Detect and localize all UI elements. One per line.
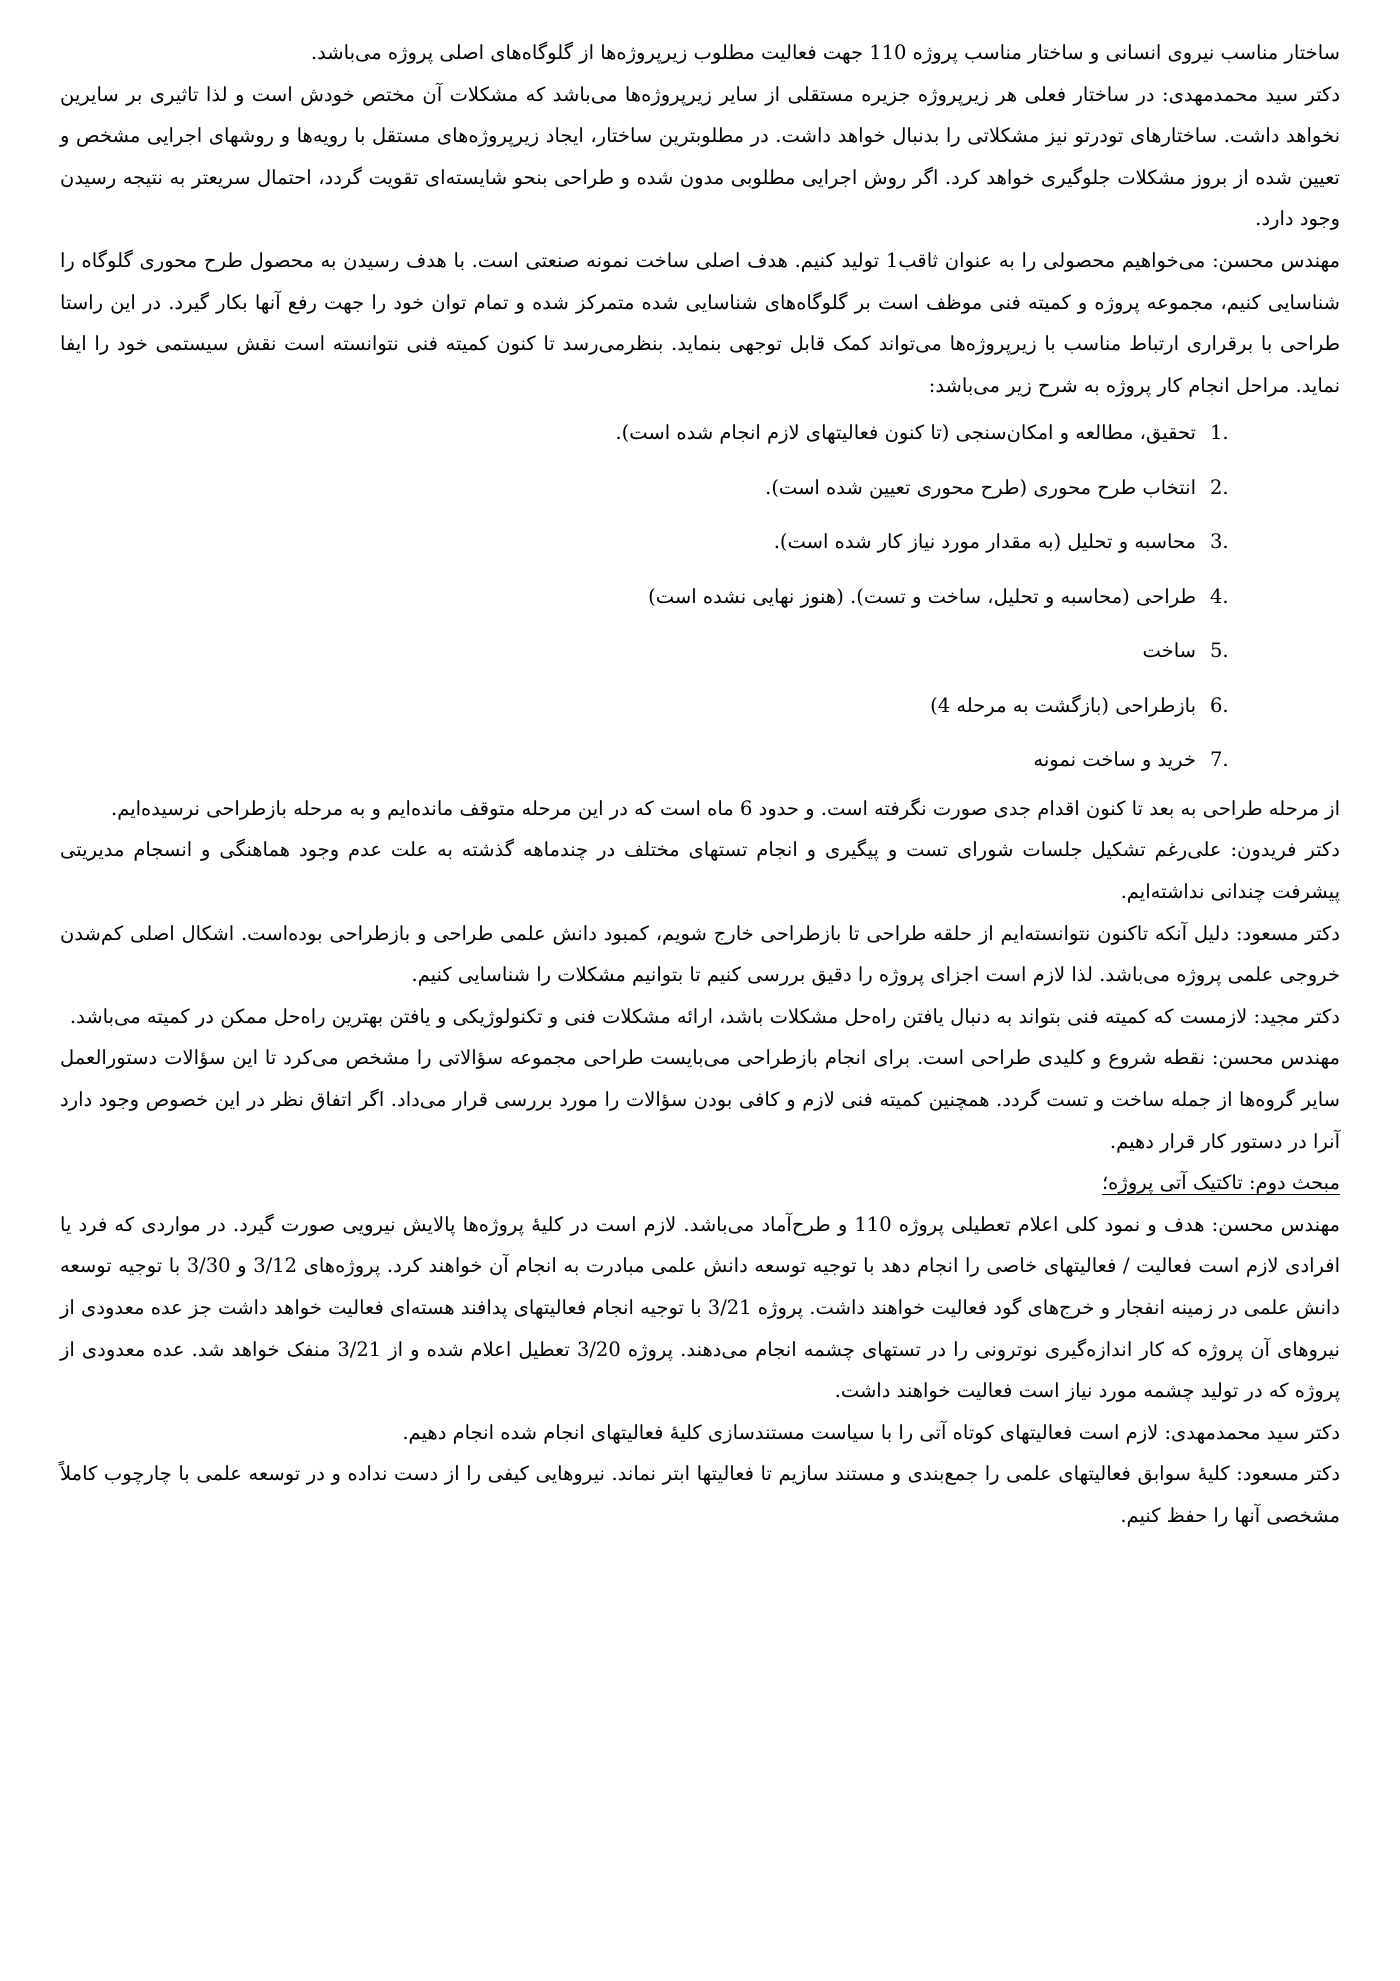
paragraph: دکتر مجید: لازمست که کمیته فنی بتواند به دنبال یافتن راه‌حل مشکلات باشد، ارائه مشکلات فنی و تکنولوژیکی و یافتن بهترین راه‌حل ممکن در کمیته می‌باشد.: [69, 1004, 1340, 1028]
section-heading-text: مبحث دوم: تاکتیک آتی پروژه؛: [1101, 1171, 1340, 1195]
step-number: 7.: [1210, 748, 1229, 772]
paragraph: دکتر سید محمدمهدی: در ساختار فعلی هر زیرپروژه جزیره مستقلی از سایر زیرپروژه‌ها می‌باشد که مشکلات آن مختص خودش است و لذا تاثیری بر سایرین نخواهد داشت. ساختارهای تودرتو نیز مشکلاتی را بدنبال خواهد داشت. در مطلوبترین ساختار، ایجاد زیرپروژه‌های مستقل با رویه‌ها و روشهای اجرایی مشخص و تعیین شده از بروز مشکلات جلوگیری خواهد کرد. اگر روش اجرایی مطلوبی مدون شده و طراحی بنحو شایسته‌ای تقویت گردد، احتمال سریعتر به نتیجه رسیدن وجود دارد.: [60, 82, 1340, 231]
step-text: محاسبه و تحلیل (به مقدار مورد نیاز کار شده است).: [773, 530, 1196, 554]
step-number: 3.: [1210, 530, 1229, 554]
paragraph: دکتر سید محمدمهدی: لازم است فعالیتهای کوتاه آتی را با سیاست مستندسازی کلیهٔ فعالیتهای انجام شده انجام دهیم.: [402, 1420, 1340, 1444]
paragraph: مهندس محسن: می‌خواهیم محصولی را به عنوان ثاقب1 تولید کنیم. هدف اصلی ساخت نمونه صنعتی است. با هدف رسیدن به محصول طرح محوری گلوگاه را شناسایی کنیم، مجموعه پروژه و کمیته فنی موظف است بر گلوگاه‌های شناسایی شده متمرکز شده و تمام توان خود را جهت رفع آنها بکار گیرد. در این راستا طراحی با برقراری ارتباط مناسب با زیرپروژه‌ها می‌تواند کمک قابل توجهی بنماید. بنظرمی‌رسد تا کنون کمیته فنی نتوانسته است نقش سیستمی خود را ایفا نماید. مراحل انجام کار پروژه به شرح زیر می‌باشد:: [60, 248, 1340, 397]
list-item: [60, 570, 1240, 625]
list-item: [60, 406, 1240, 461]
step-text: طراحی (محاسبه و تحلیل، ساخت و تست). (هنوز نهایی نشده است): [648, 584, 1196, 608]
paragraph: ساختار مناسب نیروی انسانی و ساختار مناسب پروژه 110 جهت فعالیت مطلوب زیرپروژه‌ها از گلوگاه‌های اصلی پروژه می‌باشد.: [310, 41, 1340, 64]
step-text: ساخت: [1142, 639, 1196, 663]
step-number: 5.: [1210, 639, 1229, 663]
paragraph: مهندس محسن: نقطه شروع و کلیدی طراحی است. برای انجام بازطراحی می‌بایست طراحی مجموعه سؤالاتی را مشخص می‌کرد تا این سؤالات دستورالعمل سایر گروه‌ها از جمله ساخت و تست گردد. همچنین کمیته فنی لازم و کافی بودن سؤالات را مورد بررسی قرار می‌داد. اگر اتفاق نظر در این خصوص وجود دارد آنرا در دستور کار قرار دهیم.: [60, 1046, 1340, 1153]
step-number: 1.: [1210, 421, 1229, 445]
list-item: [60, 515, 1240, 570]
step-number: 4.: [1210, 584, 1229, 608]
list-item: [60, 461, 1240, 516]
step-text: انتخاب طرح محوری (طرح محوری تعیین شده است).: [765, 475, 1196, 499]
list-item: [60, 733, 1240, 788]
paragraph: مهندس محسن: هدف و نمود کلی اعلام تعطیلی پروژه 110 و طرح‌آماد می‌باشد. لازم است در کلیهٔ پروژه‌ها پالایش نیرویی صورت گیرد. در مواردی که فرد یا افرادی لازم است فعالیت / فعالیتهای خاصی را انجام دهد با توجیه توسعه دانش علمی مبادرت به انجام آن خواهند کرد. پروژه‌های 3/12 و 3/30 با توجیه توسعه دانش علمی در زمینه انفجار و خرج‌های گود فعالیت خواهند داشت. پروژه 3/21 با توجیه انجام فعالیتهای پدافند هسته‌ای فعالیت خواهد داشت جز عده معدودی از نیروهای آن پروژه که کار اندازه‌گیری نوترونی را در تستهای چشمه انجام می‌دهند. پروژه 3/20 تعطیل اعلام شده و از 3/21 منفک خواهد شد. عده معدودی از پروژه که در تولید چشمه مورد نیاز است فعالیت خواهند داشت.: [60, 1212, 1340, 1403]
paragraph: دکتر مسعود: دلیل آنکه تاکنون نتوانسته‌ایم از حلقه طراحی تا بازطراحی خارج شویم، کمبود دانش علمی طراحی و بازطراحی بوده‌است. اشکال اصلی کم‌شدن خروجی علمی پروژه می‌باشد. لذا لازم است اجزای پروژه را دقیق بررسی کنیم تا بتوانیم مشکلات را شناسایی کنیم.: [60, 921, 1340, 987]
section-heading: [60, 1162, 1340, 1204]
list-item: [60, 624, 1240, 679]
list-item: [60, 679, 1240, 734]
step-number: 2.: [1210, 475, 1229, 499]
paragraph: دکتر فریدون: علی‌رغم تشکیل جلسات شورای تست و پیگیری و انجام تستهای مختلف در چندماهه گذشته به علت عدم وجود هماهنگی و انسجام مدیریتی پیشرفت چندانی نداشته‌ایم.: [60, 838, 1340, 904]
project-steps-list: [60, 406, 1340, 788]
step-text: خرید و ساخت نمونه: [1033, 748, 1196, 772]
step-number: 6.: [1210, 693, 1229, 717]
paragraph: از مرحله طراحی به بعد تا کنون اقدام جدی صورت نگرفته است. و حدود 6 ماه است که در این مرحله متوقف مانده‌ایم و به مرحله بازطراحی نرسیده‌ایم.: [111, 796, 1340, 820]
step-text: تحقیق، مطالعه و امکان‌سنجی (تا کنون فعالیتهای لازم انجام شده است).: [615, 421, 1196, 445]
paragraph: دکتر مسعود: کلیهٔ سوابق فعالیتهای علمی را جمع‌بندی و مستند سازیم تا فعالیتها ابتر نماند. نیروهایی کیفی را از دست نداده و در توسعه علمی با چارچوب کاملاً مشخصی آنها را حفظ کنیم.: [60, 1462, 1340, 1527]
step-text: بازطراحی (بازگشت به مرحله 4): [930, 693, 1196, 717]
